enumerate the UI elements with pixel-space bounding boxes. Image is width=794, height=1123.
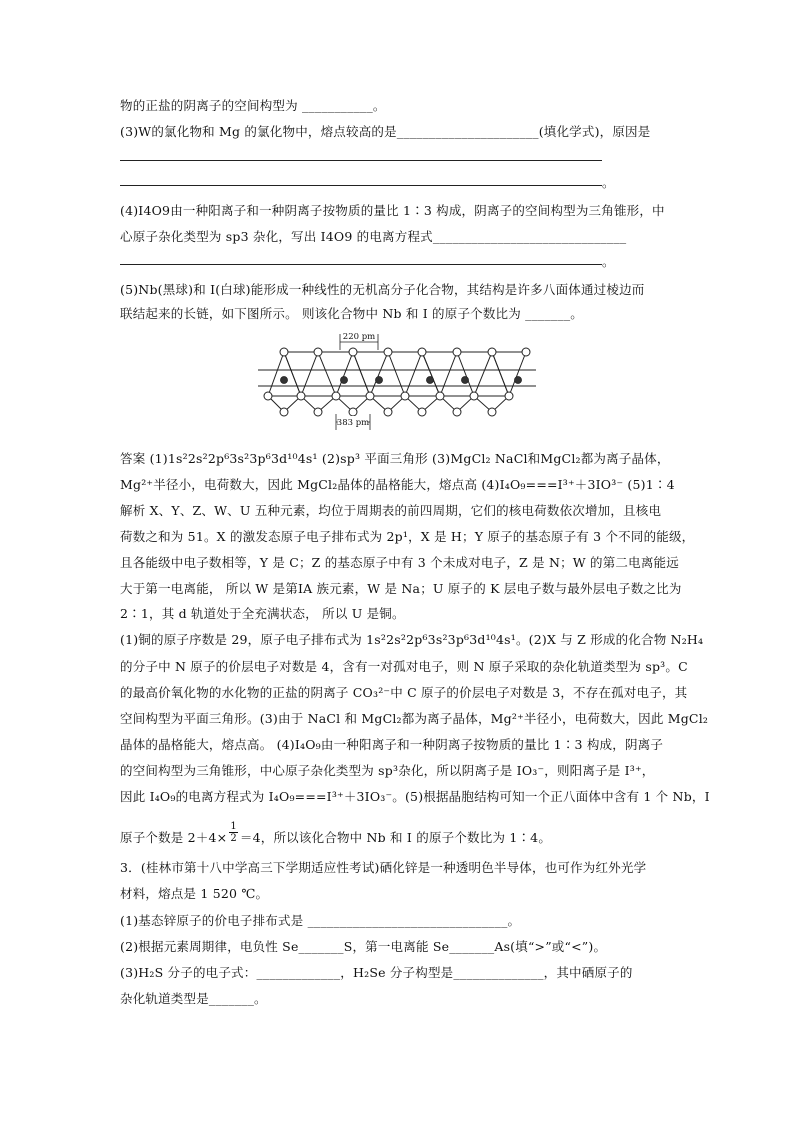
question-text-line: (5)Nb(黑球)和 I(白球)能形成一种线性的无机高分子化合物，其结构是许多八面体通过棱边而	[120, 282, 645, 297]
analysis-text-line: 因此 I₄O₉的电离方程式为 I₄O₉===I³⁺＋3IO₃⁻。(5)根据晶胞结构可知一个正八面体中含有 1 个 Nb，I	[120, 789, 710, 804]
i-atom	[366, 392, 374, 400]
i-atom	[401, 392, 409, 400]
question-text-line: (3)H₂S 分子的电子式：_____________，H₂Se 分子构型是______________，其中硒原子的	[120, 965, 633, 980]
question-text-line: 联结起来的长链，如下图所示。 则该化合物中 Nb 和 I 的原子个数比为 _______。	[120, 306, 583, 321]
analysis-text-line: 且各能级中电子数相等，Y 是 C；Z 的基态原子中有 3 个未成对电子，Z 是 N；W 的第二电离能远	[120, 555, 679, 570]
analysis-text-line: 晶体的晶格能大，熔点高。 (4)I₄O₉由一种阳离子和一种阴离子按物质的量比 1∶3 构成，阴离子	[120, 737, 664, 752]
fraction-one-half	[229, 821, 238, 844]
question-text-line: 杂化轨道类型是_______。	[120, 991, 267, 1006]
i-atom	[349, 408, 357, 416]
i-atom	[418, 348, 426, 356]
i-atom	[488, 408, 496, 416]
analysis-text-span: 原子个数是 2＋4×	[120, 830, 228, 845]
i-atom	[488, 348, 496, 356]
fraction-numerator: 1	[230, 821, 237, 832]
i-atom	[280, 348, 288, 356]
fraction-denominator: 2	[230, 833, 237, 844]
answer-blank-line	[120, 160, 602, 161]
analysis-text-line: 的空间构型为三角锥形，中心原子杂化类型为 sp³杂化，所以阴离子是 IO₃⁻，则阳离子是 I³⁺，	[120, 763, 655, 778]
label-383pm: 383 pm	[336, 418, 370, 428]
i-atom	[418, 408, 426, 416]
i-atom	[297, 392, 305, 400]
i-atom	[384, 408, 392, 416]
i-atom	[314, 348, 322, 356]
nb-atom	[515, 377, 522, 384]
question-text-line: (1)基态锌原子的价电子排布式是 _______________________________。	[120, 913, 521, 928]
i-atom	[453, 348, 461, 356]
i-atom	[280, 408, 288, 416]
octahedra-chain-diagram	[258, 330, 536, 432]
nb-i-chain-figure	[258, 330, 536, 432]
question-text-line: 。	[602, 254, 615, 269]
nb-atom	[427, 377, 434, 384]
i-atom	[436, 392, 444, 400]
analysis-text-line: 的最高价氧化物的水化物的正盐的阴离子 CO₃²⁻中 C 原子的价层电子对数是 3，不存在孤对电子，其	[120, 685, 688, 700]
i-atom	[332, 392, 340, 400]
question-text-line: 材料，熔点是 1 520 ℃。	[120, 886, 269, 901]
question-text-line: 。	[602, 175, 615, 190]
i-atom	[522, 348, 530, 356]
question-text-line: (4)I4O9由一种阳离子和一种阴离子按物质的量比 1∶3 构成，阴离子的空间构型为三角锥形，中	[120, 203, 665, 218]
question-text-line: 3．(桂林市第十八中学高三下学期适应性考试)硒化锌是一种透明色半导体，也可作为红外光学	[120, 860, 647, 875]
nb-atom	[462, 377, 469, 384]
nb-atom	[376, 377, 383, 384]
analysis-text-line: 大于第一电离能， 所以 W 是第ⅠA 族元素，W 是 Na；U 原子的 K 层电子数与最外层电子数之比为	[120, 581, 682, 596]
i-atom	[505, 392, 513, 400]
i-atom	[264, 392, 272, 400]
analysis-text-line	[120, 821, 680, 851]
analysis-text-line: 2∶1，其 d 轨道处于全充满状态， 所以 U 是铜。	[120, 606, 405, 621]
nb-atom	[341, 377, 348, 384]
i-atom	[384, 348, 392, 356]
answer-blank-line	[120, 185, 602, 186]
answer-blank-line	[120, 264, 602, 265]
nb-atom	[281, 377, 288, 384]
i-atom	[314, 408, 322, 416]
analysis-text-line: 荷数之和为 51。X 的激发态原子电子排布式为 2p¹，X 是 H；Y 原子的基态原子有 3 个不同的能级，	[120, 529, 695, 544]
i-atom	[453, 408, 461, 416]
analysis-text-line: (1)铜的原子序数是 29，原子电子排布式为 1s²2s²2p⁶3s²3p⁶3d¹⁰4s¹。(2)X 与 Z 形成的化合物 N₂H₄	[120, 632, 704, 647]
answer-text-line: Mg²⁺半径小，电荷数大，因此 MgCl₂晶体的晶格能大，熔点高 (4)I₄O₉===I³⁺＋3IO³⁻ (5)1∶4	[120, 477, 675, 492]
analysis-text-line: 空间构型为平面三角形。(3)由于 NaCl 和 MgCl₂都为离子晶体，Mg²⁺半径小，电荷数大，因此 MgCl₂	[120, 711, 709, 726]
answer-text-line: 答案 (1)1s²2s²2p⁶3s²3p⁶3d¹⁰4s¹ (2)sp³ 平面三角形 (3)MgCl₂ NaCl和MgCl₂都为离子晶体，	[120, 451, 670, 466]
question-text-line: 物的正盐的阴离子的空间构型为 ___________。	[120, 98, 386, 113]
question-text-line: (2)根据元素周期律，电负性 Se_______S，第一电离能 Se_______As(填“>”或“<”)。	[120, 939, 607, 954]
i-atom	[470, 392, 478, 400]
question-text-line: 心原子杂化类型为 sp3 杂化，写出 I4O9 的电离方程式______________________________	[120, 229, 627, 244]
analysis-text-line: 解析 X、Y、Z、W、U 五种元素，均位于周期表的前四周期，它们的核电荷数依次增加，且核电	[120, 503, 662, 518]
analysis-text-line: 的分子中 N 原子的价层电子对数是 4，含有一对孤对电子，则 N 原子采取的杂化轨道类型为 sp³。C	[120, 659, 688, 674]
label-220pm: 220 pm	[342, 332, 376, 342]
analysis-text-span: ＝4，所以该化合物中 Nb 和 I 的原子个数比为 1∶4。	[239, 830, 552, 845]
question-text-line: (3)W的氯化物和 Mg 的氯化物中，熔点较高的是______________________(填化学式)，原因是	[120, 124, 651, 139]
i-atom	[349, 348, 357, 356]
